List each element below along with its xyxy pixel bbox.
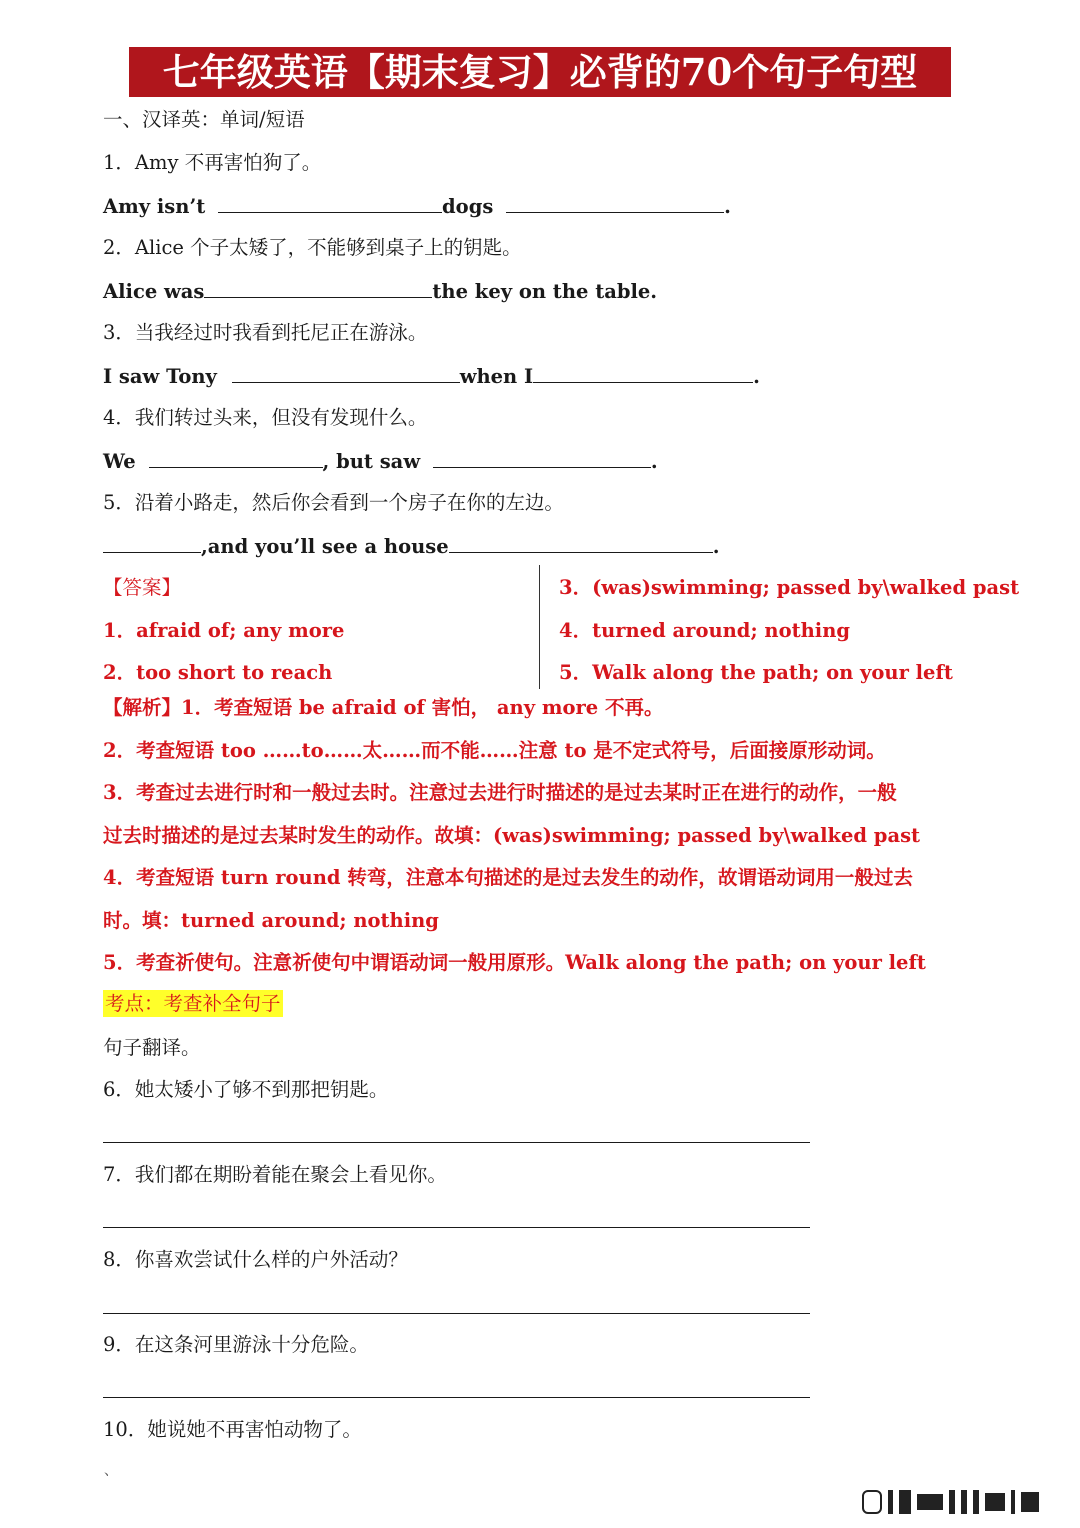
analysis-line-7: 5．考查祈使句。注意祈使句中谓语动词一般用原形。Walk along the path; on your left <box>103 951 926 974</box>
kaodian-text: 考点：考查补全句子 <box>105 992 281 1015</box>
q1-text-b: dogs <box>442 195 494 218</box>
q1-blank-2[interactable] <box>506 192 724 213</box>
page-title: 七年级英语【期末复习】必背的70个句子句型 <box>129 47 951 97</box>
answer-1: 1．afraid of; any more <box>103 619 345 642</box>
q3-blank-1[interactable] <box>232 362 460 383</box>
q3-text-a: I saw Tony <box>103 365 217 388</box>
analysis-line-1: 【解析】1．考查短语 be afraid of 害怕， any more 不再。 <box>103 696 664 719</box>
q4-blank-2[interactable] <box>433 447 651 468</box>
kaodian-highlight <box>103 990 283 1018</box>
q3-text-b: when I <box>459 365 534 388</box>
q4-blank-1[interactable] <box>149 447 323 468</box>
q1-end: . <box>724 195 731 218</box>
question-7: 7．我们都在期盼着能在聚会上看见你。 <box>103 1163 447 1186</box>
question-8: 8．你喜欢尝试什么样的户外活动？ <box>103 1248 408 1271</box>
watermark-logo <box>862 1488 1062 1516</box>
question-5-chinese: 5．沿着小路走，然后你会看到一个房子在你的左边。 <box>103 491 564 514</box>
answer-line-9[interactable] <box>103 1397 810 1398</box>
section2-heading: 句子翻译。 <box>103 1036 201 1059</box>
q5-end: . <box>712 535 720 558</box>
q1-text-a: Amy isn’t <box>103 195 206 218</box>
question-1-english <box>103 192 731 221</box>
question-3-chinese: 3．当我经过时我看到托尼正在游泳。 <box>103 321 428 344</box>
question-9: 9．在这条河里游泳十分危险。 <box>103 1333 369 1356</box>
question-5-english <box>103 532 719 561</box>
analysis-line-5: 4．考查短语 turn round 转弯，注意本句描述的是过去发生的动作，故谓语动词用一般过去 <box>103 866 913 889</box>
q3-end: . <box>753 365 760 388</box>
question-6: 6．她太矮小了够不到那把钥匙。 <box>103 1078 389 1101</box>
analysis-line-4: 过去时描述的是过去某时发生的动作。故填：(was)swimming; passed by\walked past <box>103 824 921 847</box>
answer-3: 3．(was)swimming; passed by\walked past <box>559 576 1020 599</box>
answer-label: 【答案】 <box>103 576 182 599</box>
question-2-chinese: 2．Alice 个子太矮了，不能够到桌子上的钥匙。 <box>103 236 522 259</box>
answer-2: 2．too short to reach <box>103 661 333 684</box>
section1-heading: 一、汉译英：单词/短语 <box>103 108 305 131</box>
q4-text-b: , but saw <box>322 450 421 473</box>
question-1-chinese: 1．Amy 不再害怕狗了。 <box>103 151 322 174</box>
answer-4: 4．turned around; nothing <box>559 619 851 642</box>
q2-text-a: Alice was <box>103 280 205 303</box>
analysis-line-2: 2．考查短语 too ……to……太……而不能……注意 to 是不定式符号，后面接原形动词。 <box>103 739 886 762</box>
question-4-english <box>103 447 658 476</box>
answer-5: 5．Walk along the path; on your left <box>559 661 953 684</box>
answer-line-8[interactable] <box>103 1313 810 1314</box>
q1-blank-1[interactable] <box>218 192 442 213</box>
question-3-english <box>103 362 760 391</box>
answer-line-7[interactable] <box>103 1227 810 1228</box>
q2-blank-1[interactable] <box>204 277 432 298</box>
question-4-chinese: 4．我们转过头来，但没有发现什么。 <box>103 406 428 429</box>
question-2-english <box>103 277 657 306</box>
analysis-line-6: 时。填：turned around; nothing <box>103 909 439 932</box>
answer-divider <box>539 565 540 689</box>
analysis-line-3: 3．考查过去进行时和一般过去时。注意过去进行时描述的是过去某时正在进行的动作，一般 <box>103 781 897 804</box>
question-10: 10．她说她不再害怕动物了。 <box>103 1418 362 1441</box>
q2-text-b: the key on the table. <box>432 280 658 303</box>
q5-blank-2[interactable] <box>449 532 713 553</box>
answer-line-6[interactable] <box>103 1142 810 1143</box>
q4-text-a: We <box>103 450 136 473</box>
q3-blank-2[interactable] <box>533 362 753 383</box>
q4-end: . <box>650 450 658 473</box>
q5-blank-1[interactable] <box>103 532 201 553</box>
corner-mark: 、 <box>104 1463 118 1479</box>
q5-text-b: ,and you’ll see a house <box>201 535 449 558</box>
